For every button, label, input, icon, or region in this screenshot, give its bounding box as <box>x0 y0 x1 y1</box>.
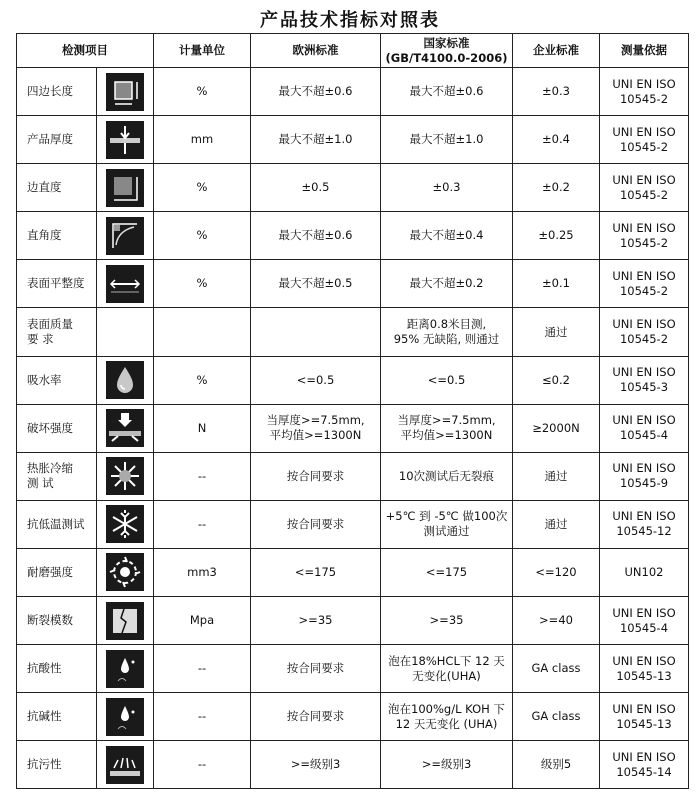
cell-eu-standard: 按合同要求 <box>251 645 381 693</box>
edge-straightness-icon <box>106 169 144 207</box>
table-row <box>17 68 689 116</box>
cell-unit: Mpa <box>154 597 251 645</box>
cell-eu-standard: ±0.5 <box>251 164 381 212</box>
cell-icon <box>97 356 154 404</box>
cell-unit: % <box>154 212 251 260</box>
cell-unit: mm3 <box>154 548 251 596</box>
acid-drop-icon <box>106 650 144 688</box>
item-name-line: 要 求 <box>27 332 54 347</box>
eu-standard-line: 当厚度>=7.5mm, <box>266 413 365 428</box>
cell-icon <box>97 741 154 789</box>
measurement-basis-line: UNI EN ISO <box>612 461 676 476</box>
cell-national-standard <box>381 693 513 741</box>
cell-national-standard <box>381 645 513 693</box>
cell-enterprise-standard: 通过 <box>513 452 600 500</box>
abrasion-icon <box>106 553 144 591</box>
cell-unit: -- <box>154 693 251 741</box>
cell-measurement-basis <box>600 164 689 212</box>
cell-measurement-basis <box>600 452 689 500</box>
cell-enterprise-standard: 通过 <box>513 500 600 548</box>
cell-measurement-basis <box>600 548 689 596</box>
cell-unit: -- <box>154 452 251 500</box>
cell-national-standard <box>381 404 513 452</box>
table-row <box>17 741 689 789</box>
measurement-basis-line: UNI EN ISO <box>612 701 676 716</box>
header-enterprise: 企业标准 <box>513 34 600 68</box>
cell-icon <box>97 500 154 548</box>
cell-eu-standard <box>251 308 381 356</box>
cell-eu-standard: >=35 <box>251 597 381 645</box>
cell-icon <box>97 116 154 164</box>
table-row <box>17 164 689 212</box>
cell-unit: mm <box>154 116 251 164</box>
cell-eu-standard: 按合同要求 <box>251 693 381 741</box>
header-national-line1: 国家标准 <box>423 35 470 50</box>
cell-unit: % <box>154 68 251 116</box>
cell-enterprise-standard: GA class <box>513 693 600 741</box>
measurement-basis-line: UNI EN ISO <box>612 509 676 524</box>
cell-item-name: 边直度 <box>17 164 97 212</box>
thickness-caliper-icon <box>106 121 144 159</box>
header-unit: 计量单位 <box>154 34 251 68</box>
measurement-basis-line: 10545-2 <box>619 91 669 106</box>
header-item: 检测项目 <box>17 34 154 68</box>
table-row <box>17 260 689 308</box>
measurement-basis-line: 10545-2 <box>619 283 669 298</box>
cell-unit: % <box>154 356 251 404</box>
cell-enterprise-standard: ±0.25 <box>513 212 600 260</box>
table-row <box>17 548 689 596</box>
edge-length-icon <box>106 73 144 111</box>
cell-national-standard: <=175 <box>381 548 513 596</box>
cell-enterprise-standard: ±0.2 <box>513 164 600 212</box>
item-name-line: 测 试 <box>27 476 54 491</box>
cell-measurement-basis <box>600 404 689 452</box>
cell-eu-standard: 最大不超±0.5 <box>251 260 381 308</box>
cell-icon <box>97 260 154 308</box>
cell-item-name: 吸水率 <box>17 356 97 404</box>
measurement-basis-line: 10545-4 <box>619 428 669 443</box>
cell-national-standard <box>381 500 513 548</box>
item-name-line: 热胀冷缩 <box>27 461 73 476</box>
cell-measurement-basis <box>600 260 689 308</box>
cell-enterprise-standard: GA class <box>513 645 600 693</box>
cell-enterprise-standard: ±0.4 <box>513 116 600 164</box>
cell-national-standard: >=35 <box>381 597 513 645</box>
measurement-basis-line: UNI EN ISO <box>612 268 676 283</box>
cell-item-name <box>17 308 97 356</box>
measurement-basis-line: UNI EN ISO <box>612 749 676 764</box>
cell-item-name: 产品厚度 <box>17 116 97 164</box>
cell-national-standard: <=0.5 <box>381 356 513 404</box>
cell-measurement-basis <box>600 500 689 548</box>
cell-icon <box>97 68 154 116</box>
national-standard-line: 95% 无缺陷, 则通过 <box>393 332 500 347</box>
cell-unit: % <box>154 260 251 308</box>
measurement-basis-line: 10545-12 <box>616 524 672 539</box>
cell-enterprise-standard: ≥2000N <box>513 404 600 452</box>
national-standard-line: +5℃ 到 -5℃ 做100次 <box>385 509 508 524</box>
thermal-shock-icon <box>106 457 144 495</box>
cell-measurement-basis <box>600 68 689 116</box>
table-row <box>17 693 689 741</box>
cell-item-name: 抗污性 <box>17 741 97 789</box>
measurement-basis-line: 10545-13 <box>616 716 672 731</box>
cell-item-name <box>17 452 97 500</box>
header-national <box>381 34 513 68</box>
cell-eu-standard: 最大不超±0.6 <box>251 212 381 260</box>
cell-national-standard <box>381 308 513 356</box>
measurement-basis-line: UNI EN ISO <box>612 76 676 91</box>
snowflake-icon <box>106 505 144 543</box>
cell-unit: -- <box>154 500 251 548</box>
cell-measurement-basis <box>600 645 689 693</box>
surface-flatness-icon <box>106 265 144 303</box>
cell-enterprise-standard: 级别5 <box>513 741 600 789</box>
cell-item-name: 耐磨强度 <box>17 548 97 596</box>
national-standard-line: 泡在100%g/L KOH 下 <box>388 701 505 716</box>
item-name-line: 表面质量 <box>27 317 73 332</box>
cell-measurement-basis <box>600 212 689 260</box>
table-row <box>17 212 689 260</box>
measurement-basis-line: 10545-2 <box>619 332 669 347</box>
cell-unit: -- <box>154 645 251 693</box>
measurement-basis-line: 10545-3 <box>619 380 669 395</box>
measurement-basis-line: UNI EN ISO <box>612 172 676 187</box>
cell-enterprise-standard: ±0.3 <box>513 68 600 116</box>
cell-item-name: 四边长度 <box>17 68 97 116</box>
table-row <box>17 356 689 404</box>
cell-eu-standard: 按合同要求 <box>251 500 381 548</box>
measurement-basis-line: UN102 <box>624 564 664 579</box>
cell-unit: % <box>154 164 251 212</box>
cell-icon <box>97 548 154 596</box>
table-row <box>17 308 689 356</box>
cell-national-standard: 最大不超±0.6 <box>381 68 513 116</box>
cell-icon <box>97 645 154 693</box>
measurement-basis-line: UNI EN ISO <box>612 605 676 620</box>
cell-eu-standard: <=0.5 <box>251 356 381 404</box>
cell-enterprise-standard: ≤0.2 <box>513 356 600 404</box>
table-row <box>17 597 689 645</box>
right-angle-icon <box>106 217 144 255</box>
measurement-basis-line: 10545-2 <box>619 235 669 250</box>
measurement-basis-line: 10545-9 <box>619 476 669 491</box>
cell-measurement-basis <box>600 116 689 164</box>
cell-national-standard: ±0.3 <box>381 164 513 212</box>
cell-icon <box>97 164 154 212</box>
cell-national-standard: >=级别3 <box>381 741 513 789</box>
header-national-line2: (GB/T4100.0-2006) <box>385 50 508 65</box>
header-row <box>17 34 689 68</box>
cell-enterprise-standard: <=120 <box>513 548 600 596</box>
cell-unit: -- <box>154 741 251 789</box>
measurement-basis-line: UNI EN ISO <box>612 317 676 332</box>
cell-eu-standard: 按合同要求 <box>251 452 381 500</box>
table-row <box>17 452 689 500</box>
cell-item-name: 抗碱性 <box>17 693 97 741</box>
cell-measurement-basis <box>600 741 689 789</box>
measurement-basis-line: 10545-4 <box>619 620 669 635</box>
cell-icon <box>97 404 154 452</box>
national-standard-line: 泡在18%HCL下 12 天 <box>388 653 505 668</box>
cell-item-name: 抗酸性 <box>17 645 97 693</box>
cell-item-name: 抗低温测试 <box>17 500 97 548</box>
table-row <box>17 645 689 693</box>
breaking-strength-icon <box>106 409 144 447</box>
cell-national-standard: 10次测试后无裂痕 <box>381 452 513 500</box>
national-standard-line: 无变化(UHA) <box>412 668 481 683</box>
cell-eu-standard: 最大不超±0.6 <box>251 68 381 116</box>
spec-comparison-table <box>16 33 689 789</box>
national-standard-line: 平均值>=1300N <box>400 428 493 443</box>
cell-enterprise-standard: 通过 <box>513 308 600 356</box>
cell-national-standard: 最大不超±0.4 <box>381 212 513 260</box>
cell-item-name: 直角度 <box>17 212 97 260</box>
cell-icon <box>97 212 154 260</box>
cell-eu-standard: 最大不超±1.0 <box>251 116 381 164</box>
measurement-basis-line: UNI EN ISO <box>612 413 676 428</box>
water-drop-icon <box>106 361 144 399</box>
cell-enterprise-standard: ±0.1 <box>513 260 600 308</box>
national-standard-line: 距离0.8米目测, <box>406 317 487 332</box>
cell-icon <box>97 308 154 356</box>
cell-item-name: 表面平整度 <box>17 260 97 308</box>
cell-national-standard: 最大不超±1.0 <box>381 116 513 164</box>
table-row <box>17 500 689 548</box>
stain-resistance-icon <box>106 746 144 784</box>
measurement-basis-line: UNI EN ISO <box>612 365 676 380</box>
table-row <box>17 116 689 164</box>
cell-eu-standard <box>251 404 381 452</box>
measurement-basis-line: 10545-2 <box>619 187 669 202</box>
cell-icon <box>97 452 154 500</box>
measurement-basis-line: 10545-13 <box>616 668 672 683</box>
table-row <box>17 404 689 452</box>
cell-measurement-basis <box>600 356 689 404</box>
page-title: 产品技术指标对照表 <box>260 10 440 31</box>
cell-measurement-basis <box>600 597 689 645</box>
cell-icon <box>97 597 154 645</box>
cell-eu-standard: <=175 <box>251 548 381 596</box>
cell-measurement-basis <box>600 693 689 741</box>
cell-eu-standard: >=级别3 <box>251 741 381 789</box>
cell-item-name: 破坏强度 <box>17 404 97 452</box>
header-eu: 欧洲标准 <box>251 34 381 68</box>
eu-standard-line: 平均值>=1300N <box>269 428 362 443</box>
crack-icon <box>106 602 144 640</box>
national-standard-line: 测试通过 <box>423 524 470 539</box>
cell-unit <box>154 308 251 356</box>
measurement-basis-line: 10545-2 <box>619 139 669 154</box>
cell-unit: N <box>154 404 251 452</box>
cell-measurement-basis <box>600 308 689 356</box>
cell-national-standard: 最大不超±0.2 <box>381 260 513 308</box>
measurement-basis-line: UNI EN ISO <box>612 124 676 139</box>
measurement-basis-line: UNI EN ISO <box>612 220 676 235</box>
measurement-basis-line: 10545-14 <box>616 764 672 779</box>
national-standard-line: 当厚度>=7.5mm, <box>397 413 496 428</box>
national-standard-line: 12 天无变化 (UHA) <box>395 716 498 731</box>
cell-enterprise-standard: >=40 <box>513 597 600 645</box>
alkali-drop-icon <box>106 698 144 736</box>
measurement-basis-line: UNI EN ISO <box>612 653 676 668</box>
cell-icon <box>97 693 154 741</box>
cell-item-name: 断裂模数 <box>17 597 97 645</box>
header-basis: 测量依据 <box>600 34 689 68</box>
